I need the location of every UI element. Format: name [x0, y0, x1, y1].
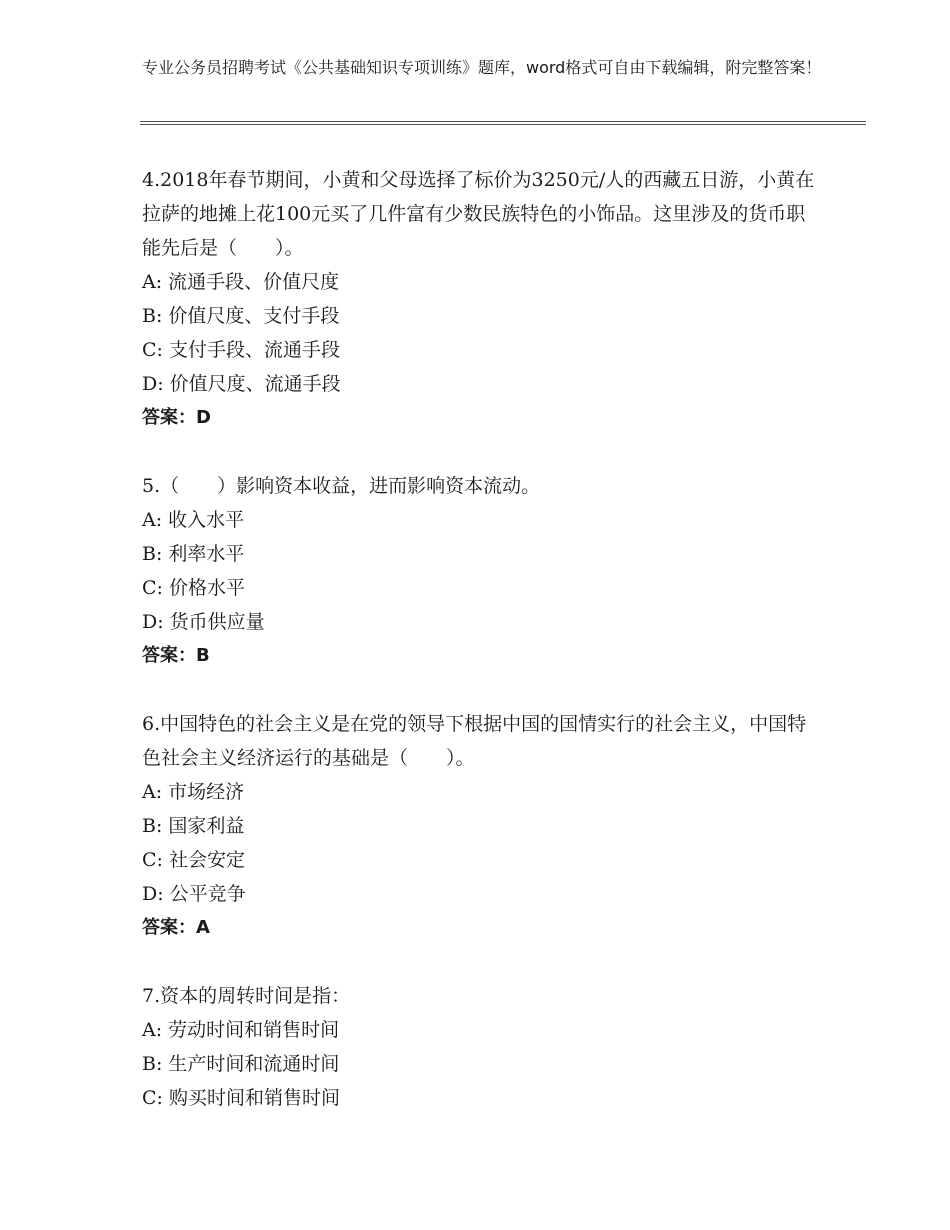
option-a: A: 市场经济	[142, 781, 245, 803]
option-d: D: 货币供应量	[142, 611, 265, 633]
question-stem: 7.资本的周转时间是指：	[142, 985, 351, 1007]
option-b: B: 利率水平	[142, 543, 245, 565]
answer-line: 答案：D	[142, 407, 211, 428]
question-stem: 5.（ ）影响资本收益，进而影响资本流动。	[142, 475, 541, 497]
question-list	[142, 163, 822, 1115]
question-5	[142, 469, 822, 673]
option-c: C: 社会安定	[142, 849, 245, 871]
option-b: B: 价值尺度、支付手段	[142, 305, 340, 327]
option-b: B: 国家利益	[142, 815, 245, 837]
answer-line: 答案：B	[142, 645, 210, 666]
option-c: C: 价格水平	[142, 577, 245, 599]
option-a: A: 收入水平	[142, 509, 245, 531]
option-d: D: 公平竞争	[142, 883, 246, 905]
document-header: 专业公务员招聘考试《公共基础知识专项训练》题库，word格式可自由下载编辑，附完整答案！	[142, 58, 822, 77]
answer-line: 答案：A	[142, 917, 210, 938]
option-b: B: 生产时间和流通时间	[142, 1053, 340, 1075]
question-4	[142, 163, 822, 435]
option-a: A: 流通手段、价值尺度	[142, 271, 340, 293]
question-7	[142, 979, 822, 1115]
option-d: D: 价值尺度、流通手段	[142, 373, 341, 395]
question-6	[142, 707, 822, 945]
option-c: C: 支付手段、流通手段	[142, 339, 340, 361]
question-spacer	[142, 435, 822, 469]
question-spacer	[142, 673, 822, 707]
header-rule-top	[140, 121, 866, 122]
option-c: C: 购买时间和销售时间	[142, 1087, 340, 1109]
header-rule-bottom	[140, 124, 866, 125]
question-stem: 4.2018年春节期间，小黄和父母选择了标价为3250元/人的西藏五日游，小黄在拉萨的地摊上花100元买了几件富有少数民族特色的小饰品。这里涉及的货币职能先后是（ ）。	[142, 169, 815, 259]
option-a: A: 劳动时间和销售时间	[142, 1019, 340, 1041]
question-spacer	[142, 945, 822, 979]
question-stem: 6.中国特色的社会主义是在党的领导下根据中国的国情实行的社会主义，中国特色社会主义经济运行的基础是（ ）。	[142, 713, 807, 769]
